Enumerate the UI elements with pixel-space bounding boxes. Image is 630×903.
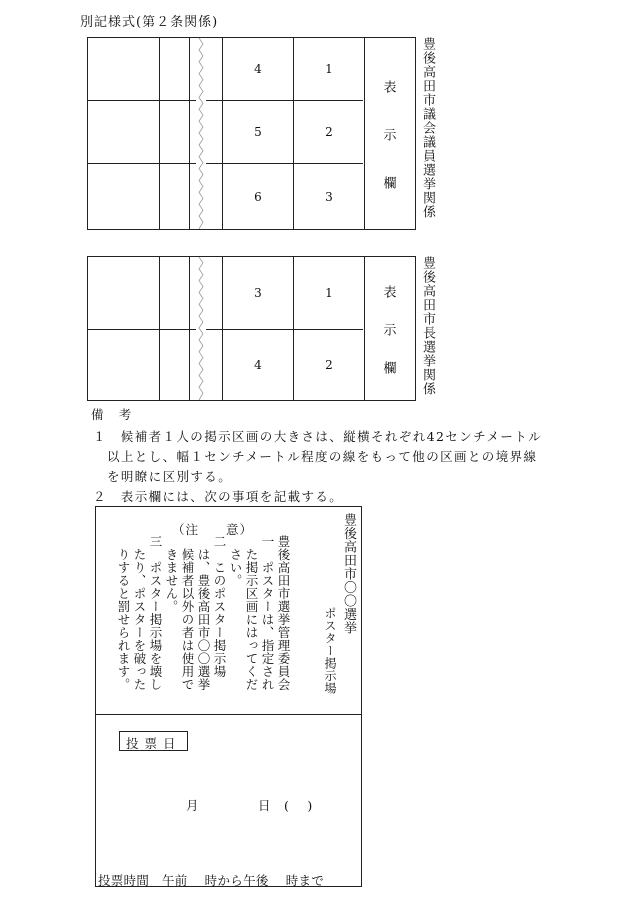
notice-column: りすると罰せられます。 bbox=[116, 535, 131, 691]
vote-time: 投票時間 午前 時から午後 時まで bbox=[98, 873, 325, 888]
election-title: 豊後高田市〇〇選挙 bbox=[341, 513, 356, 635]
vote-month: 月 bbox=[186, 798, 199, 813]
section-number: 3 bbox=[254, 286, 262, 300]
note-item-1-line-3: を明瞭に区別する。 bbox=[107, 469, 233, 484]
section-number: 3 bbox=[325, 190, 333, 204]
display-column-sample bbox=[95, 506, 362, 887]
display-column-char: 欄 bbox=[383, 176, 397, 192]
display-column-char: 欄 bbox=[383, 361, 397, 377]
notice-column: た掲示区画にはってくだ bbox=[244, 535, 259, 691]
display-column-char: 表 bbox=[383, 80, 397, 96]
section-number: 5 bbox=[254, 125, 262, 139]
notice-column: たり、ポスターを破った bbox=[132, 535, 147, 691]
vote-day-label-box bbox=[119, 731, 188, 751]
section-number: 6 bbox=[254, 190, 262, 204]
notice-column: は、豊後高田市〇〇選挙 bbox=[196, 535, 211, 691]
board-title: ポスター掲示場 bbox=[323, 607, 337, 695]
display-column-char: 示 bbox=[383, 128, 397, 144]
mayor-poster-board-table bbox=[87, 256, 416, 401]
section-number: 1 bbox=[325, 286, 333, 300]
form-header: 別記様式(第２条関係) bbox=[80, 15, 219, 30]
notice-heading: （注 意） bbox=[172, 522, 254, 537]
issuer-name: 豊後高田市選挙管理委員会 bbox=[276, 535, 291, 691]
vote-day: 日 bbox=[258, 798, 271, 813]
section-number: 1 bbox=[325, 62, 333, 76]
notice-column: 三 ポスター掲示場を壊し bbox=[148, 535, 163, 691]
vote-weekday: ( ) bbox=[284, 798, 316, 813]
notice-column: 候補者以外の者は使用で bbox=[180, 535, 195, 691]
note-item-1-line-1: １ 候補者１人の掲示区画の大きさは、縦横それぞれ42センチメートル bbox=[93, 429, 543, 444]
display-column-char: 表 bbox=[383, 285, 397, 301]
council-election-label: 豊後高田市議会議員選挙関係 bbox=[420, 37, 435, 219]
display-column-char: 示 bbox=[383, 323, 397, 339]
section-number: 2 bbox=[325, 358, 333, 372]
section-number: 4 bbox=[254, 358, 262, 372]
vote-day-label: 投 票 日 bbox=[126, 736, 177, 751]
note-item-1-line-2: 以上とし、幅１センチメートル程度の線をもって他の区画との境界線 bbox=[107, 449, 538, 464]
mayor-election-label: 豊後高田市長選挙関係 bbox=[420, 256, 435, 396]
notice-column: 一 ポスターは、指定され bbox=[260, 535, 275, 691]
council-poster-board-table bbox=[87, 37, 416, 230]
notice-column: さい。 bbox=[228, 535, 243, 587]
section-number: 4 bbox=[254, 62, 262, 76]
notice-column: きません。 bbox=[164, 535, 179, 613]
section-number: 2 bbox=[325, 125, 333, 139]
notice-column: 二 このポスター掲示場 bbox=[212, 535, 227, 678]
note-item-2: ２ 表示欄には、次の事項を記載する。 bbox=[93, 489, 344, 504]
notes-title: 備 考 bbox=[91, 407, 133, 422]
